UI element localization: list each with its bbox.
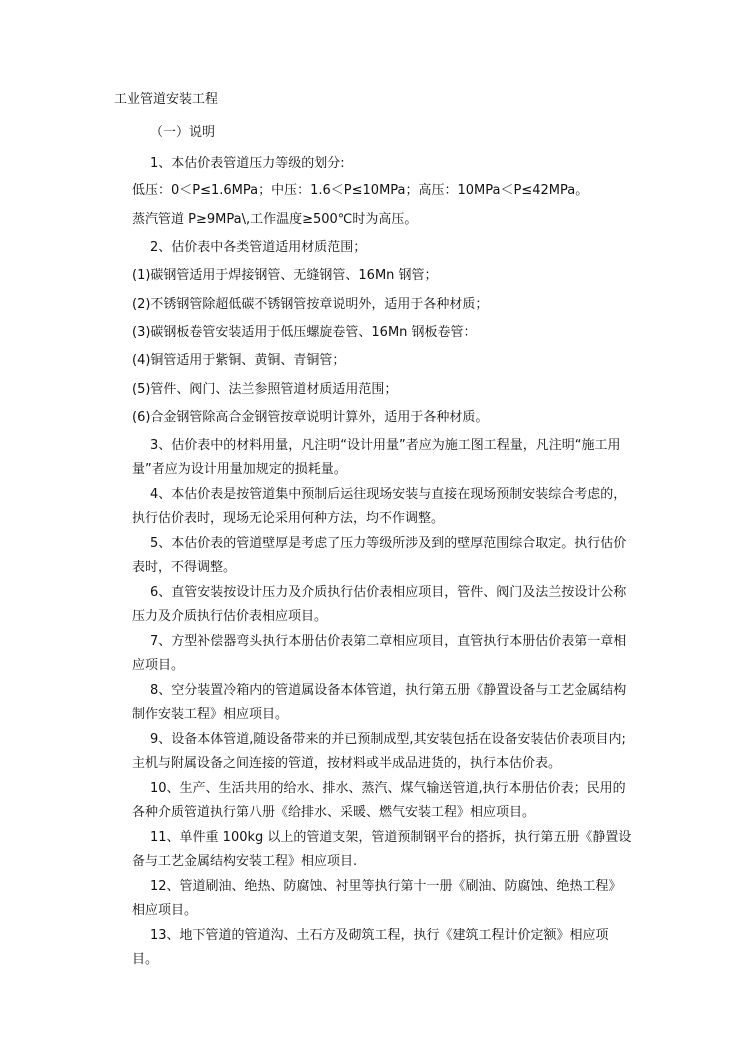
item-1-pressure-ranges: 低压：0＜P≤1.6MPa；中压：1.6＜P≤10MPa；高压：10MPa＜P≤42MPa。 [132, 183, 589, 198]
item-1-steam: 蒸汽管道 P≥9MPa\,工作温度≥500℃时为高压。 [132, 212, 418, 227]
item-12: 12、管道刷油、绝热、防腐蚀、衬里等执行第十一册《刷油、防腐蚀、绝热工程》相应项目。 [132, 879, 622, 918]
item-5: 5、本估价表的管道壁厚是考虑了压力等级所涉及到的壁厚范围综合取定。执行估价表时，不得调整。 [132, 536, 627, 575]
section-heading: （一）说明 [150, 125, 216, 140]
item-2-4: (4)铜管适用于紫铜、黄铜、青铜管； [132, 353, 346, 368]
item-2-5: (5)管件、阀门、法兰参照管道材质适用范围； [132, 382, 398, 397]
item-11: 11、单件重 100kg 以上的管道支架，管道预制钢平台的搭拆，执行第五册《静置设备与工艺金属结构安装工程》相应项目. [132, 830, 632, 869]
item-9: 9、设备本体管道,随设备带来的并已预制成型,其安装包括在设备安装估价表项目内;主机与附属设备之间连接的管道，按材料或半成品进货的，执行本估价表。 [132, 732, 626, 771]
item-10: 10、生产、生活共用的给水、排水、蒸汽、煤气输送管道,执行本册估价表；民用的各种介质管道执行第八册《给排水、采暖、燃气安装工程》相应项目。 [132, 781, 626, 820]
item-2-1: (1)碳钢管适用于焊接钢管、无缝钢管、16Mn 钢管； [132, 268, 438, 283]
item-4: 4、本估价表是按管道集中预制后运往现场安装与直接在现场预制安装综合考虑的，执行估价表时，现场无论采用何种方法，均不作调整。 [132, 487, 627, 526]
item-2-3: (3)碳钢板卷管安装适用于低压螺旋卷管、16Mn 钢板卷管： [132, 325, 477, 340]
item-7: 7、方型补偿器弯头执行本册估价表第二章相应项目，直管执行本册估价表第一章相应项目。 [132, 634, 627, 673]
item-1: 1、本估价表管道压力等级的划分: [150, 156, 345, 171]
document-title: 工业管道安装工程 [114, 92, 219, 107]
item-3: 3、估价表中的材料用量，凡注明“设计用量”者应为施工图工程量，凡注明“施工用量”者应为设计用量加规定的损耗量。 [132, 438, 621, 477]
item-13: 13、地下管道的管道沟、土石方及砌筑工程，执行《建筑工程计价定额》相应项目。 [132, 928, 609, 967]
item-2-2: (2)不锈钢管除超低碳不锈钢管按章说明外，适用于各种材质； [132, 297, 489, 312]
item-2: 2、估价表中各类管道适用材质范围； [150, 240, 367, 255]
item-8: 8、空分装置冷箱内的管道属设备本体管道，执行第五册《静置设备与工艺金属结构制作安装工程》相应项目。 [132, 683, 627, 722]
item-2-6: (6)合金钢管除高合金钢管按章说明计算外，适用于各种材质。 [132, 410, 489, 425]
item-6: 6、直管安装按设计压力及介质执行估价表相应项目，管件、阀门及法兰按设计公称压力及介质执行估价表相应项目。 [132, 585, 627, 624]
